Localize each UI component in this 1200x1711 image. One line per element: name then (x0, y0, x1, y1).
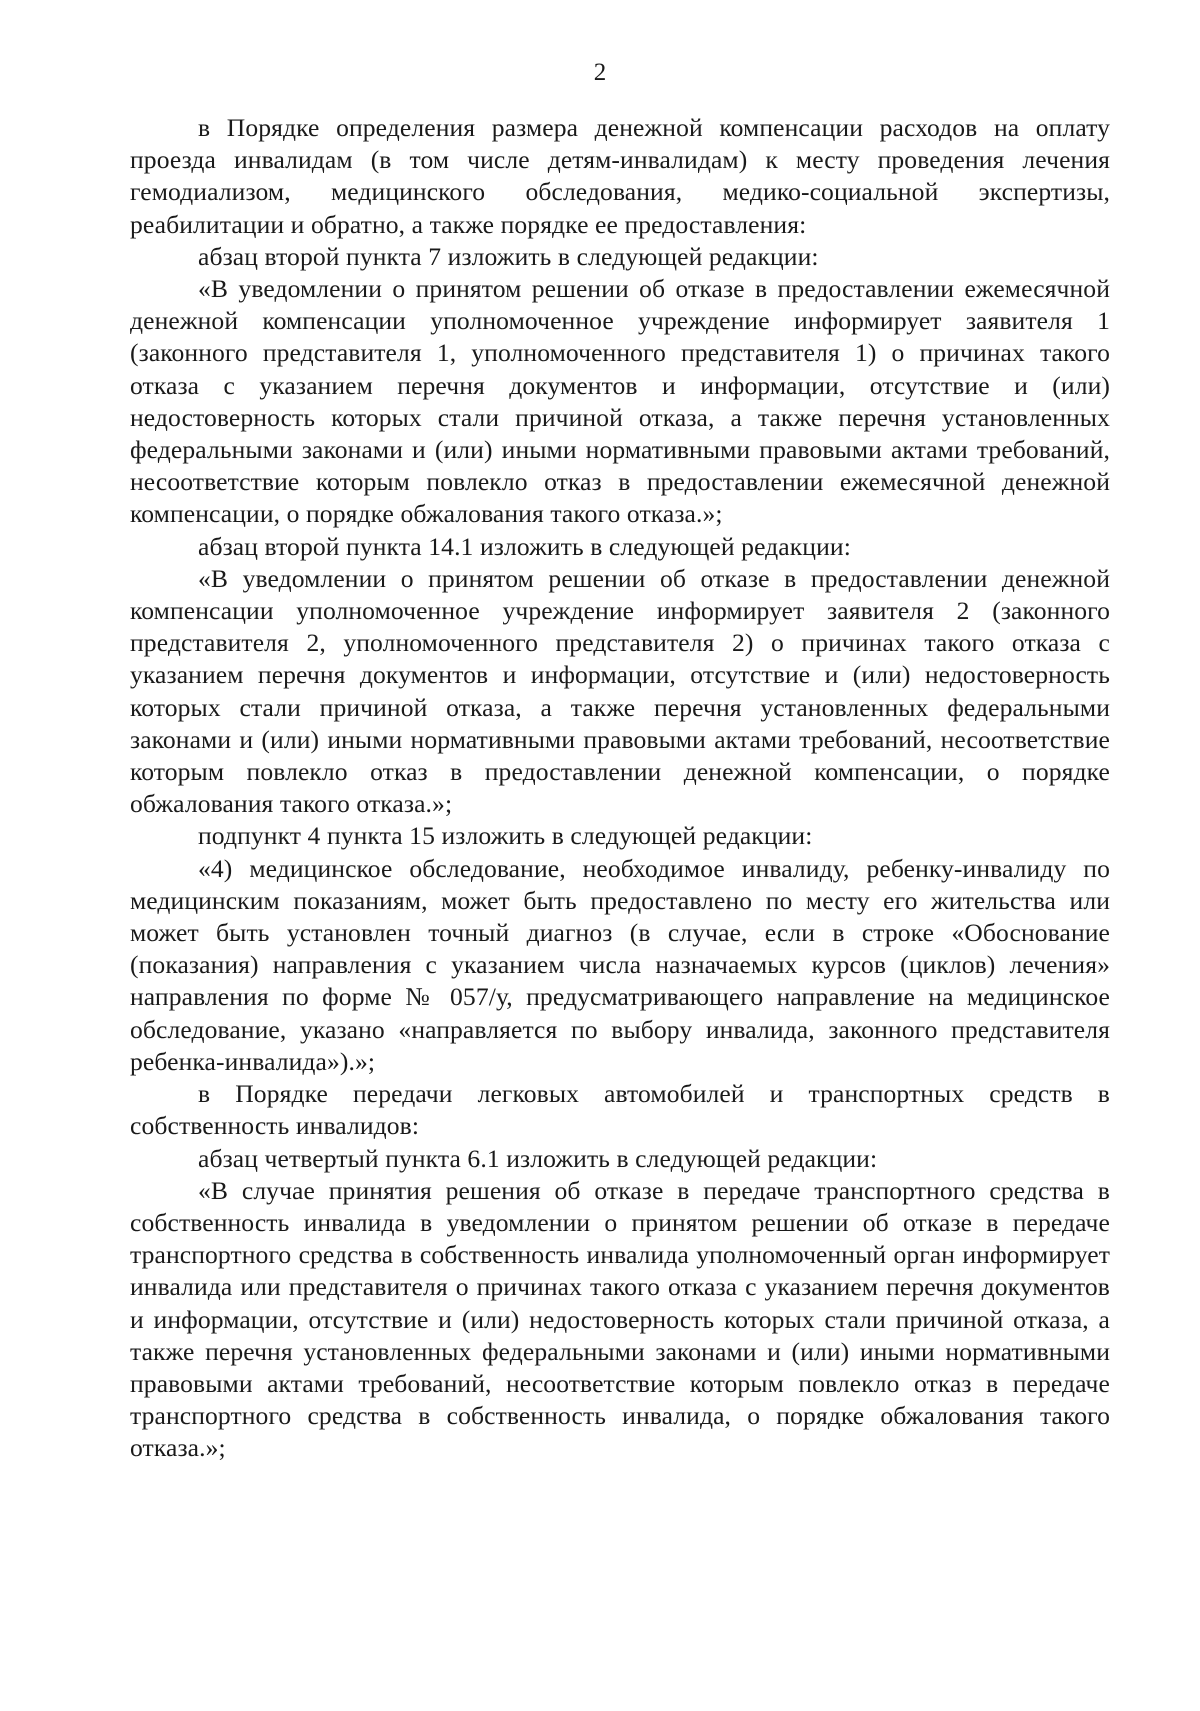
document-body (130, 112, 1110, 1465)
paragraph-procedure-vehicle-transfer: в Порядке передачи легковых автомобилей и транспортных средств в собственность инвалидов: (130, 1079, 1110, 1141)
paragraph-instruction-point-14-1: абзац второй пункта 14.1 изложить в следующей редакции: (198, 531, 851, 561)
paragraph-instruction-point-15: подпункт 4 пункта 15 изложить в следующей редакции: (198, 821, 813, 851)
paragraph-quote-point-15: «4) медицинское обследование, необходимое инвалиду, ребенку-инвалиду по медицинским показаниям, может быть предоставлено по месту его жительства или может быть установлен точный диагноз (в случае, если в строке «Обоснование (показания) направления с указанием числа назначаемых курсов (циклов) лечения» направления по форме № 057/у, предусматривающего направление на медицинское обследование, указано «направляется по выбору инвалида, законного представителя ребенка-инвалида»).»; (130, 853, 1110, 1076)
paragraph-quote-point-14-1: «В уведомлении о принятом решении об отказе в предоставлении денежной компенсации уполномоченное учреждение информирует заявителя 2 (законного представителя 2, уполномоченного представителя 2) о причинах такого отказа с указанием перечня документов и информации, отсутствие и (или) недостоверность которых стали причиной отказа, а также перечня установленных федеральными законами и (или) иными нормативными правовыми актами требований, несоответствие которым повлекло отказ в предоставлении денежной компенсации, о порядке обжалования такого отказа.»; (130, 563, 1110, 819)
paragraph-procedure-travel-compensation: в Порядке определения размера денежной компенсации расходов на оплату проезда инвалидам (в том числе детям-инвалидам) к месту проведения лечения гемодиализом, медицинского обследования, медико-социальной экспертизы, реабилитации и обратно, а также порядке ее предоставления: (130, 113, 1110, 239)
paragraph-instruction-point-7: абзац второй пункта 7 изложить в следующей редакции: (198, 241, 819, 271)
paragraph-instruction-point-6-1: абзац четвертый пункта 6.1 изложить в следующей редакции: (198, 1143, 878, 1173)
paragraph-quote-point-6-1: «В случае принятия решения об отказе в передаче транспортного средства в собственность инвалида в уведомлении о принятом решении об отказе в передаче транспортного средства в собственность инвалида уполномоченный орган информирует инвалида или представителя о причинах такого отказа с указанием перечня документов и информации, отсутствие и (или) недостоверность которых стали причиной отказа, а также перечня установленных федеральными законами и (или) иными нормативными правовыми актами требований, несоответствие которым повлекло отказ в передаче транспортного средства в собственность инвалида, о порядке обжалования такого отказа.»; (130, 1175, 1110, 1463)
page-number: 2 (593, 59, 607, 86)
paragraph-quote-point-7: «В уведомлении о принятом решении об отказе в предоставлении ежемесячной денежной компенсации уполномоченное учреждение информирует заявителя 1 (законного представителя 1, уполномоченного представителя 1) о причинах такого отказа с указанием перечня документов и информации, отсутствие и (или) недостоверность которых стали причиной отказа, а также перечня установленных федеральными законами и (или) иными нормативными правовыми актами требований, несоответствие которым повлекло отказ в предоставлении ежемесячной денежной компенсации, о порядке обжалования такого отказа.»; (130, 274, 1110, 529)
